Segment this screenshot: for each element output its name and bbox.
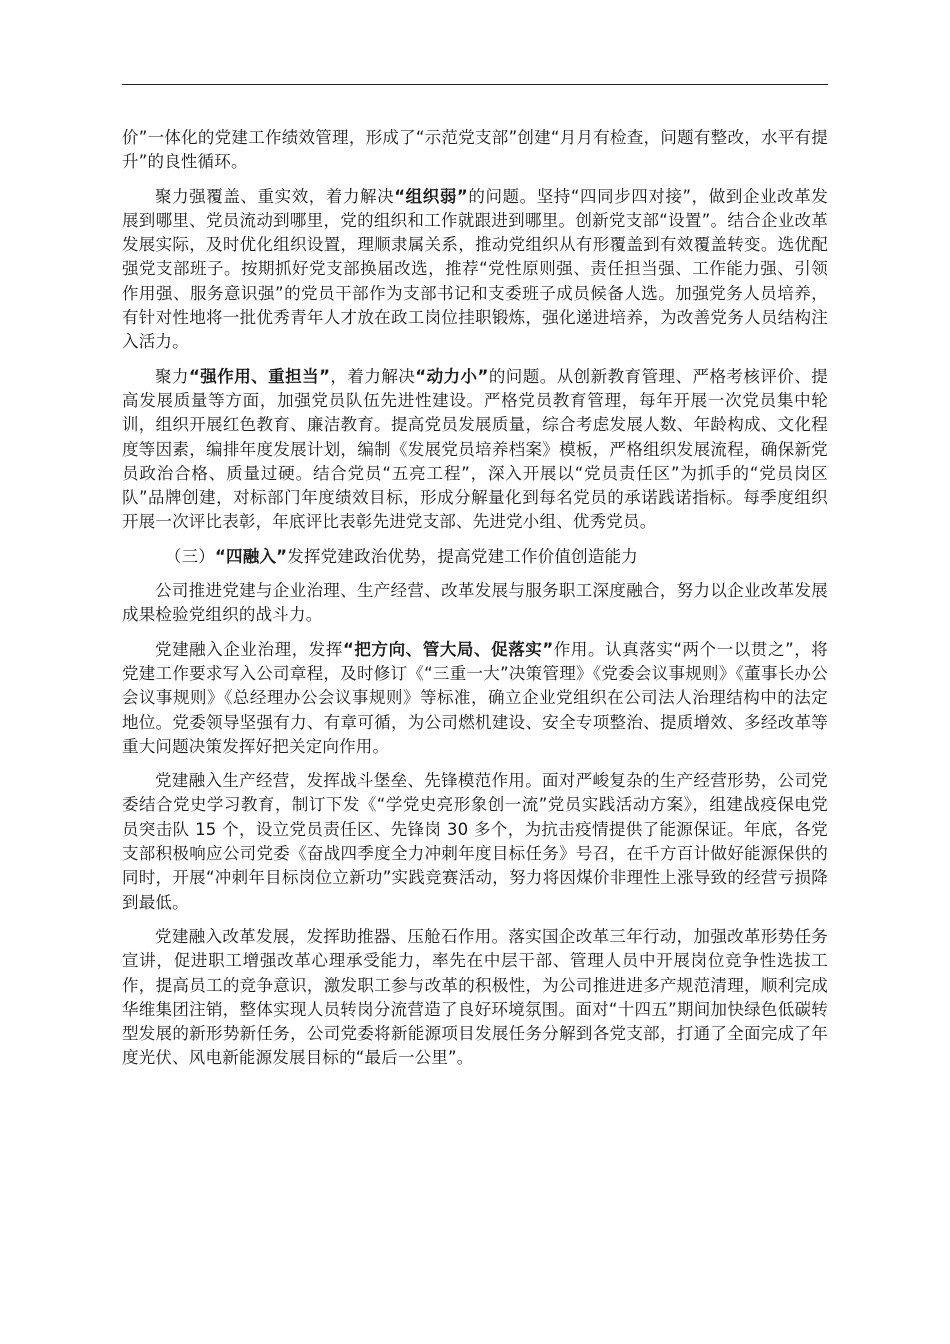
paragraph-governance — [122, 638, 828, 759]
paragraph-text: 党建融入改革发展，发挥助推器、压舱石作用。落实国企改革三年行动，加强改革形势任务宣讲，促进职工增强改革心理承受能力，率先在中层干部、管理人员中开展岗位竞争性选拔工作，提高员工的竞争意识，激发职工参与改革的积极性，为公司推进进多产规范清理，顺利完成华维集团注销，整体实现人员转岗分流营造了良好环境氛围。面对“十四五”期间加快绿色低碳转型发展的新形势新任务，公司党委将新能源项目发展任务分解到各党支部，打通了全面完成了年度光伏、风电新能源发展目标的“最后一公里”。 — [122, 926, 828, 1068]
paragraph-text: 的问题。从创新教育管理、严格考核评价、提高发展质量等方面，加强党员队伍先进性建设。严格党员教育管理，每年开展一次党员集中轮训，组织开展红色教育、廉洁教育。提高党员发展质量，综合考虑发展人数、年龄构成、文化程度等因素，编排年度发展计划，编制《发展党员培养档案》模板，严格组织发展流程，确保新党员政治合格、质量过硬。结合党员“五亮工程”，深入开展以“党员责任区”为抓手的“党员岗区队”品牌创建，对标部门年度绩效目标，形成分解量化到每名党员的承诺践诺指标。每季度组织开展一次评比表彰，年底评比表彰先进党支部、先进党小组、优秀党员。 — [122, 366, 828, 532]
emphasis-text: “动力小” — [415, 366, 489, 386]
emphasis-text: “把方向、管大局、促落实” — [342, 639, 554, 659]
paragraph-motivation — [122, 365, 828, 535]
paragraph-text: 聚力强覆盖、重实效，着力解决 — [155, 186, 395, 206]
paragraph-reform — [122, 925, 828, 1071]
paragraph-text: 聚力 — [155, 366, 189, 386]
header-rule — [122, 84, 828, 85]
paragraph-text: ，着力解决 — [330, 366, 416, 386]
paragraph-text: 的问题。坚持“四同步四对接”，做到企业改革发展到哪里、党员流动到哪里，党的组织和工作就跟进到哪里。创新党支部“设置”。结合企业改革发展实际，及时优化组织设置，理顺隶属关系，推动党组织从有形覆盖到有效覆盖转变。选优配强党支部班子。按期抓好党支部换届改选，推荐“党性原则强、责任担当强、工作能力强、引领作用强、服务意识强”的党员干部作为支部书记和支委班子成员候备人选。加强党务人员培养，有针对性地将一批优秀青年人才放在政工岗位挂职锻炼，强化递进培养，为改善党务人员结构注入活力。 — [122, 186, 828, 352]
paragraph-text: 党建融入生产经营，发挥战斗堡垒、先锋模范作用。面对严峻复杂的生产经营形势，公司党委结合党史学习教育，制订下发《“学党史亮形象创一流”党员实践活动方案》，组建战疫保电党员突击队 15 个，设立党员责任区、先锋岗 30 多个，为抗击疫情提供了能源保证。年底，各党支部积极响应公司党委《奋战四季度全力冲刺年度目标任务》号召，在千方百计做好能源保供的同时，开展“冲刺年目标岗位立新功”实践竞赛活动，努力将因煤价非理性上涨导致的经营亏损降到最低。 — [122, 771, 828, 912]
emphasis-text: “四融入” — [215, 546, 288, 566]
paragraph-text: 党建融入企业治理，发挥 — [155, 639, 343, 659]
paragraph-production — [122, 769, 828, 915]
document-body — [122, 126, 828, 1081]
paragraph-continuation — [122, 126, 828, 175]
paragraph-text: 价”一体化的党建工作绩效管理，形成了“示范党支部”创建“月月有检查，问题有整改，水平有提升”的良性循环。 — [122, 128, 828, 172]
heading-text: 发挥党建政治优势，提高党建工作价值创造能力 — [287, 546, 638, 566]
section-heading — [122, 545, 828, 569]
emphasis-text: “强作用、重担当” — [188, 366, 331, 386]
heading-number: （三） — [164, 546, 215, 566]
paragraph-text: 作用。认真落实“两个一以贯之”，将党建工作要求写入公司章程，及时修订《“三重一大”决策管理》《党委会议事规则》《董事长办公会议事规则》《总经理办公会议事规则》等标准，确立企业党组织在公司法人治理结构中的法定地位。党委领导坚强有力、有章可循，为公司燃机建设、安全专项整治、提质增效、多经改革等重大问题决策发挥好把关定向作用。 — [122, 639, 829, 756]
paragraph-organization — [122, 185, 828, 355]
paragraph-integration-intro — [122, 579, 828, 628]
paragraph-text: 公司推进党建与企业治理、生产经营、改革发展与服务职工深度融合，努力以企业改革发展成果检验党组织的战斗力。 — [122, 581, 828, 625]
emphasis-text: “组织弱” — [394, 186, 468, 206]
